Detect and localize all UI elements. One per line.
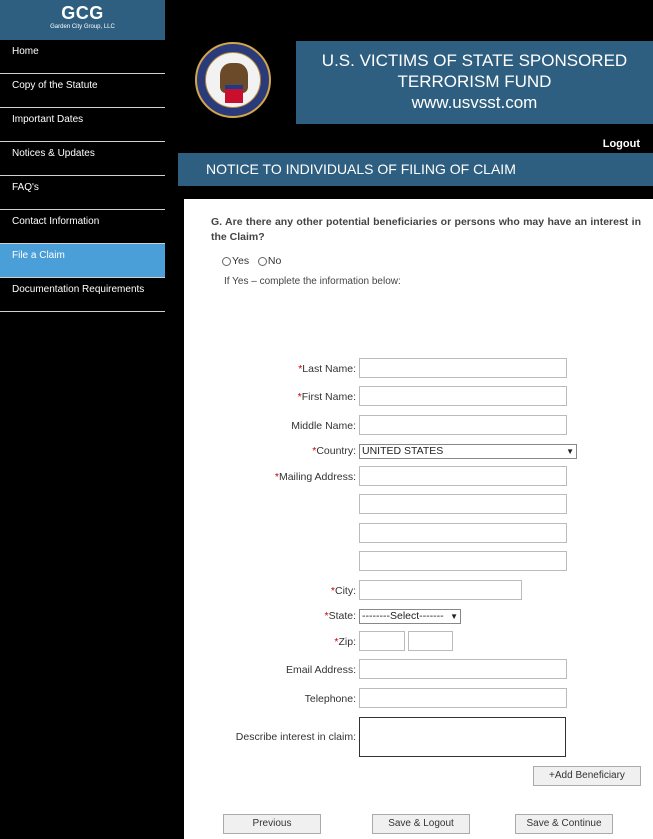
telephone-input[interactable]	[359, 688, 567, 708]
yes-radio[interactable]	[222, 257, 231, 266]
city-input[interactable]	[359, 580, 522, 600]
doj-seal-icon	[195, 42, 271, 118]
nav-item-contact[interactable]: Contact Information	[0, 210, 165, 244]
first-name-input[interactable]	[359, 386, 567, 406]
country-select[interactable]: UNITED STATES ▼	[359, 444, 577, 459]
no-radio[interactable]	[258, 257, 267, 266]
question-text: G. Are there any other potential beneficiaries or persons who may have an interest in the Claim?	[211, 216, 641, 243]
address-line-3-input[interactable]	[359, 523, 567, 543]
zip-input[interactable]	[359, 631, 405, 651]
logo-main-text: GCG	[61, 3, 104, 23]
telephone-label: Telephone:	[304, 693, 356, 705]
nav-item-file-claim[interactable]: File a Claim	[0, 244, 165, 278]
first-name-label: *First Name:	[297, 391, 356, 403]
yes-label: Yes	[232, 255, 250, 267]
describe-interest-textarea[interactable]	[359, 717, 566, 757]
logout-link[interactable]: Logout	[602, 138, 640, 150]
state-select[interactable]: --------Select------- ▼	[359, 609, 461, 624]
header-banner	[165, 0, 653, 153]
address-line-4-input[interactable]	[359, 551, 567, 571]
nav-item-faqs[interactable]: FAQ's	[0, 176, 165, 210]
logo-sub-text: Garden City Group, LLC	[50, 24, 115, 30]
zip-extension-input[interactable]	[408, 631, 453, 651]
state-label: *State:	[324, 610, 356, 622]
describe-interest-label: Describe interest in claim:	[235, 731, 356, 743]
address-line-2-input[interactable]	[359, 494, 567, 514]
last-name-label: *Last Name:	[298, 363, 356, 375]
address-line-1-input[interactable]	[359, 466, 567, 486]
site-title	[296, 41, 653, 124]
chevron-down-icon: ▼	[566, 447, 574, 456]
if-yes-note: If Yes – complete the information below:	[224, 276, 401, 287]
nav-item-dates[interactable]: Important Dates	[0, 108, 165, 142]
gcg-logo[interactable]	[0, 0, 165, 40]
last-name-input[interactable]	[359, 358, 567, 378]
site-url: www.usvsst.com	[411, 93, 538, 112]
city-label: *City:	[330, 585, 356, 597]
email-input[interactable]	[359, 659, 567, 679]
notice-title: NOTICE TO INDIVIDUALS OF FILING OF CLAIM	[178, 153, 653, 186]
mailing-address-label: *Mailing Address:	[274, 471, 356, 483]
save-logout-button[interactable]: Save & Logout	[372, 814, 470, 834]
title-line-2: TERRORISM FUND	[397, 72, 552, 91]
chevron-down-icon: ▼	[450, 612, 458, 621]
add-beneficiary-button[interactable]: +Add Beneficiary	[533, 766, 641, 786]
beneficiary-radio-group	[222, 255, 281, 267]
save-continue-button[interactable]: Save & Continue	[515, 814, 613, 834]
no-label: No	[267, 255, 282, 267]
title-line-1: U.S. VICTIMS OF STATE SPONSORED	[321, 51, 628, 70]
zip-label: *Zip:	[334, 636, 356, 648]
claim-form	[184, 199, 653, 839]
country-label: *Country:	[312, 445, 356, 457]
nav-item-documentation[interactable]: Documentation Requirements	[0, 278, 165, 312]
middle-name-input[interactable]	[359, 415, 567, 435]
nav-item-notices[interactable]: Notices & Updates	[0, 142, 165, 176]
side-nav	[0, 40, 165, 312]
nav-item-statute[interactable]: Copy of the Statute	[0, 74, 165, 108]
sidebar	[0, 0, 165, 839]
middle-name-label: Middle Name:	[291, 420, 356, 432]
nav-item-home[interactable]: Home	[0, 40, 165, 74]
email-label: Email Address:	[285, 664, 356, 676]
previous-button[interactable]: Previous	[223, 814, 321, 834]
